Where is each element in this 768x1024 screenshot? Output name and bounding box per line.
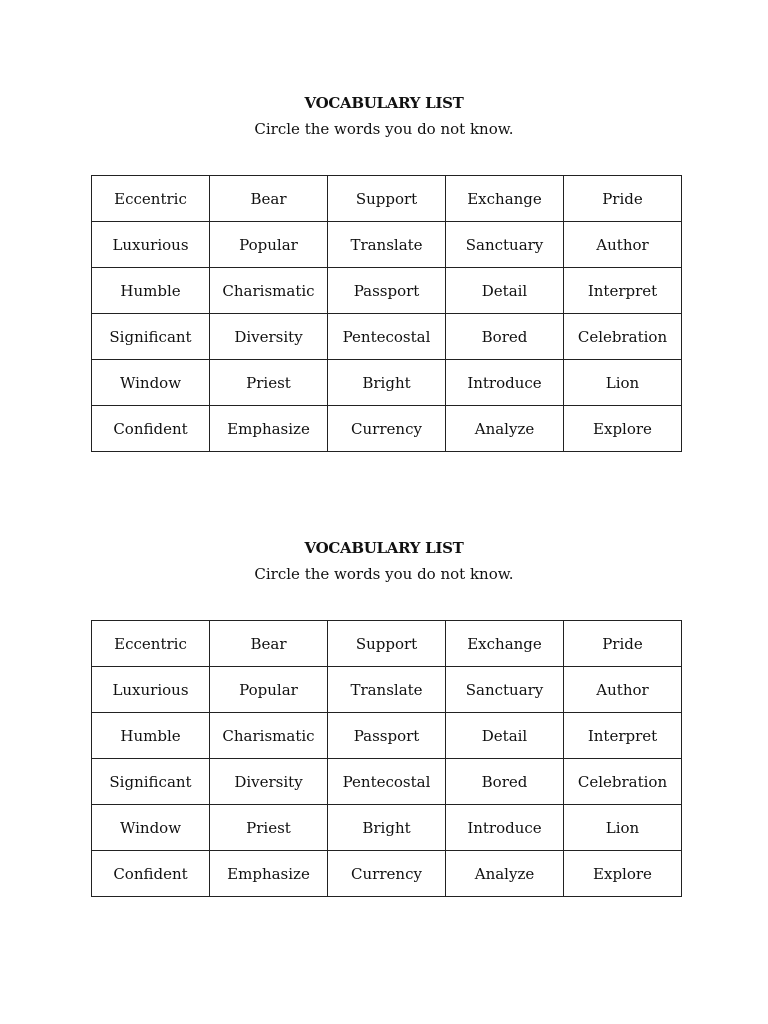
table-row xyxy=(92,314,682,360)
word-cell[interactable]: Luxurious xyxy=(92,222,210,268)
word-cell[interactable]: Humble xyxy=(92,268,210,314)
word-cell[interactable]: Eccentric xyxy=(92,621,210,667)
word-cell[interactable]: Pride xyxy=(564,176,682,222)
word-cell[interactable]: Interpret xyxy=(564,268,682,314)
word-cell[interactable]: Pride xyxy=(564,621,682,667)
word-cell[interactable]: Celebration xyxy=(564,314,682,360)
vocabulary-section-1 xyxy=(0,93,768,438)
word-cell[interactable]: Diversity xyxy=(210,314,328,360)
word-cell[interactable]: Priest xyxy=(210,805,328,851)
word-cell[interactable]: Currency xyxy=(328,406,446,452)
word-cell[interactable]: Popular xyxy=(210,222,328,268)
word-cell[interactable]: Analyze xyxy=(446,406,564,452)
word-cell[interactable]: Detail xyxy=(446,268,564,314)
word-cell[interactable]: Popular xyxy=(210,667,328,713)
word-cell[interactable]: Diversity xyxy=(210,759,328,805)
vocabulary-instruction: Circle the words you do not know. xyxy=(254,120,514,138)
word-cell[interactable]: Celebration xyxy=(564,759,682,805)
word-cell[interactable]: Window xyxy=(92,360,210,406)
word-cell[interactable]: Exchange xyxy=(446,176,564,222)
word-cell[interactable]: Pentecostal xyxy=(328,314,446,360)
vocabulary-title: VOCABULARY LIST xyxy=(304,94,464,112)
word-cell[interactable]: Introduce xyxy=(446,805,564,851)
word-cell[interactable]: Passport xyxy=(328,268,446,314)
word-cell[interactable]: Support xyxy=(328,176,446,222)
word-cell[interactable]: Pentecostal xyxy=(328,759,446,805)
word-cell[interactable]: Priest xyxy=(210,360,328,406)
word-cell[interactable]: Emphasize xyxy=(210,851,328,897)
word-cell[interactable]: Author xyxy=(564,222,682,268)
word-cell[interactable]: Currency xyxy=(328,851,446,897)
vocabulary-table xyxy=(91,175,682,452)
table-row xyxy=(92,621,682,667)
word-cell[interactable]: Bored xyxy=(446,314,564,360)
word-cell[interactable]: Author xyxy=(564,667,682,713)
table-row xyxy=(92,851,682,897)
table-row xyxy=(92,222,682,268)
vocabulary-section-2 xyxy=(0,538,768,883)
word-cell[interactable]: Translate xyxy=(328,222,446,268)
word-cell[interactable]: Exchange xyxy=(446,621,564,667)
word-cell[interactable]: Support xyxy=(328,621,446,667)
word-cell[interactable]: Bright xyxy=(328,360,446,406)
table-row xyxy=(92,805,682,851)
word-cell[interactable]: Luxurious xyxy=(92,667,210,713)
word-cell[interactable]: Eccentric xyxy=(92,176,210,222)
word-cell[interactable]: Interpret xyxy=(564,713,682,759)
word-cell[interactable]: Lion xyxy=(564,805,682,851)
table-row xyxy=(92,176,682,222)
word-cell[interactable]: Sanctuary xyxy=(446,222,564,268)
word-cell[interactable]: Bear xyxy=(210,621,328,667)
vocabulary-title: VOCABULARY LIST xyxy=(304,539,464,557)
word-cell[interactable]: Charismatic xyxy=(210,713,328,759)
word-cell[interactable]: Window xyxy=(92,805,210,851)
table-row xyxy=(92,667,682,713)
word-cell[interactable]: Bright xyxy=(328,805,446,851)
table-row xyxy=(92,360,682,406)
word-cell[interactable]: Charismatic xyxy=(210,268,328,314)
word-cell[interactable]: Translate xyxy=(328,667,446,713)
word-cell[interactable]: Introduce xyxy=(446,360,564,406)
word-cell[interactable]: Bear xyxy=(210,176,328,222)
word-cell[interactable]: Humble xyxy=(92,713,210,759)
word-cell[interactable]: Sanctuary xyxy=(446,667,564,713)
word-cell[interactable]: Detail xyxy=(446,713,564,759)
table-row xyxy=(92,406,682,452)
word-cell[interactable]: Confident xyxy=(92,851,210,897)
word-cell[interactable]: Significant xyxy=(92,314,210,360)
word-cell[interactable]: Analyze xyxy=(446,851,564,897)
word-cell[interactable]: Bored xyxy=(446,759,564,805)
table-row xyxy=(92,713,682,759)
word-cell[interactable]: Significant xyxy=(92,759,210,805)
word-cell[interactable]: Passport xyxy=(328,713,446,759)
word-cell[interactable]: Confident xyxy=(92,406,210,452)
word-cell[interactable]: Emphasize xyxy=(210,406,328,452)
word-cell[interactable]: Explore xyxy=(564,851,682,897)
vocabulary-table xyxy=(91,620,682,897)
table-row xyxy=(92,759,682,805)
word-cell[interactable]: Lion xyxy=(564,360,682,406)
word-cell[interactable]: Explore xyxy=(564,406,682,452)
vocabulary-instruction: Circle the words you do not know. xyxy=(254,565,514,583)
table-row xyxy=(92,268,682,314)
